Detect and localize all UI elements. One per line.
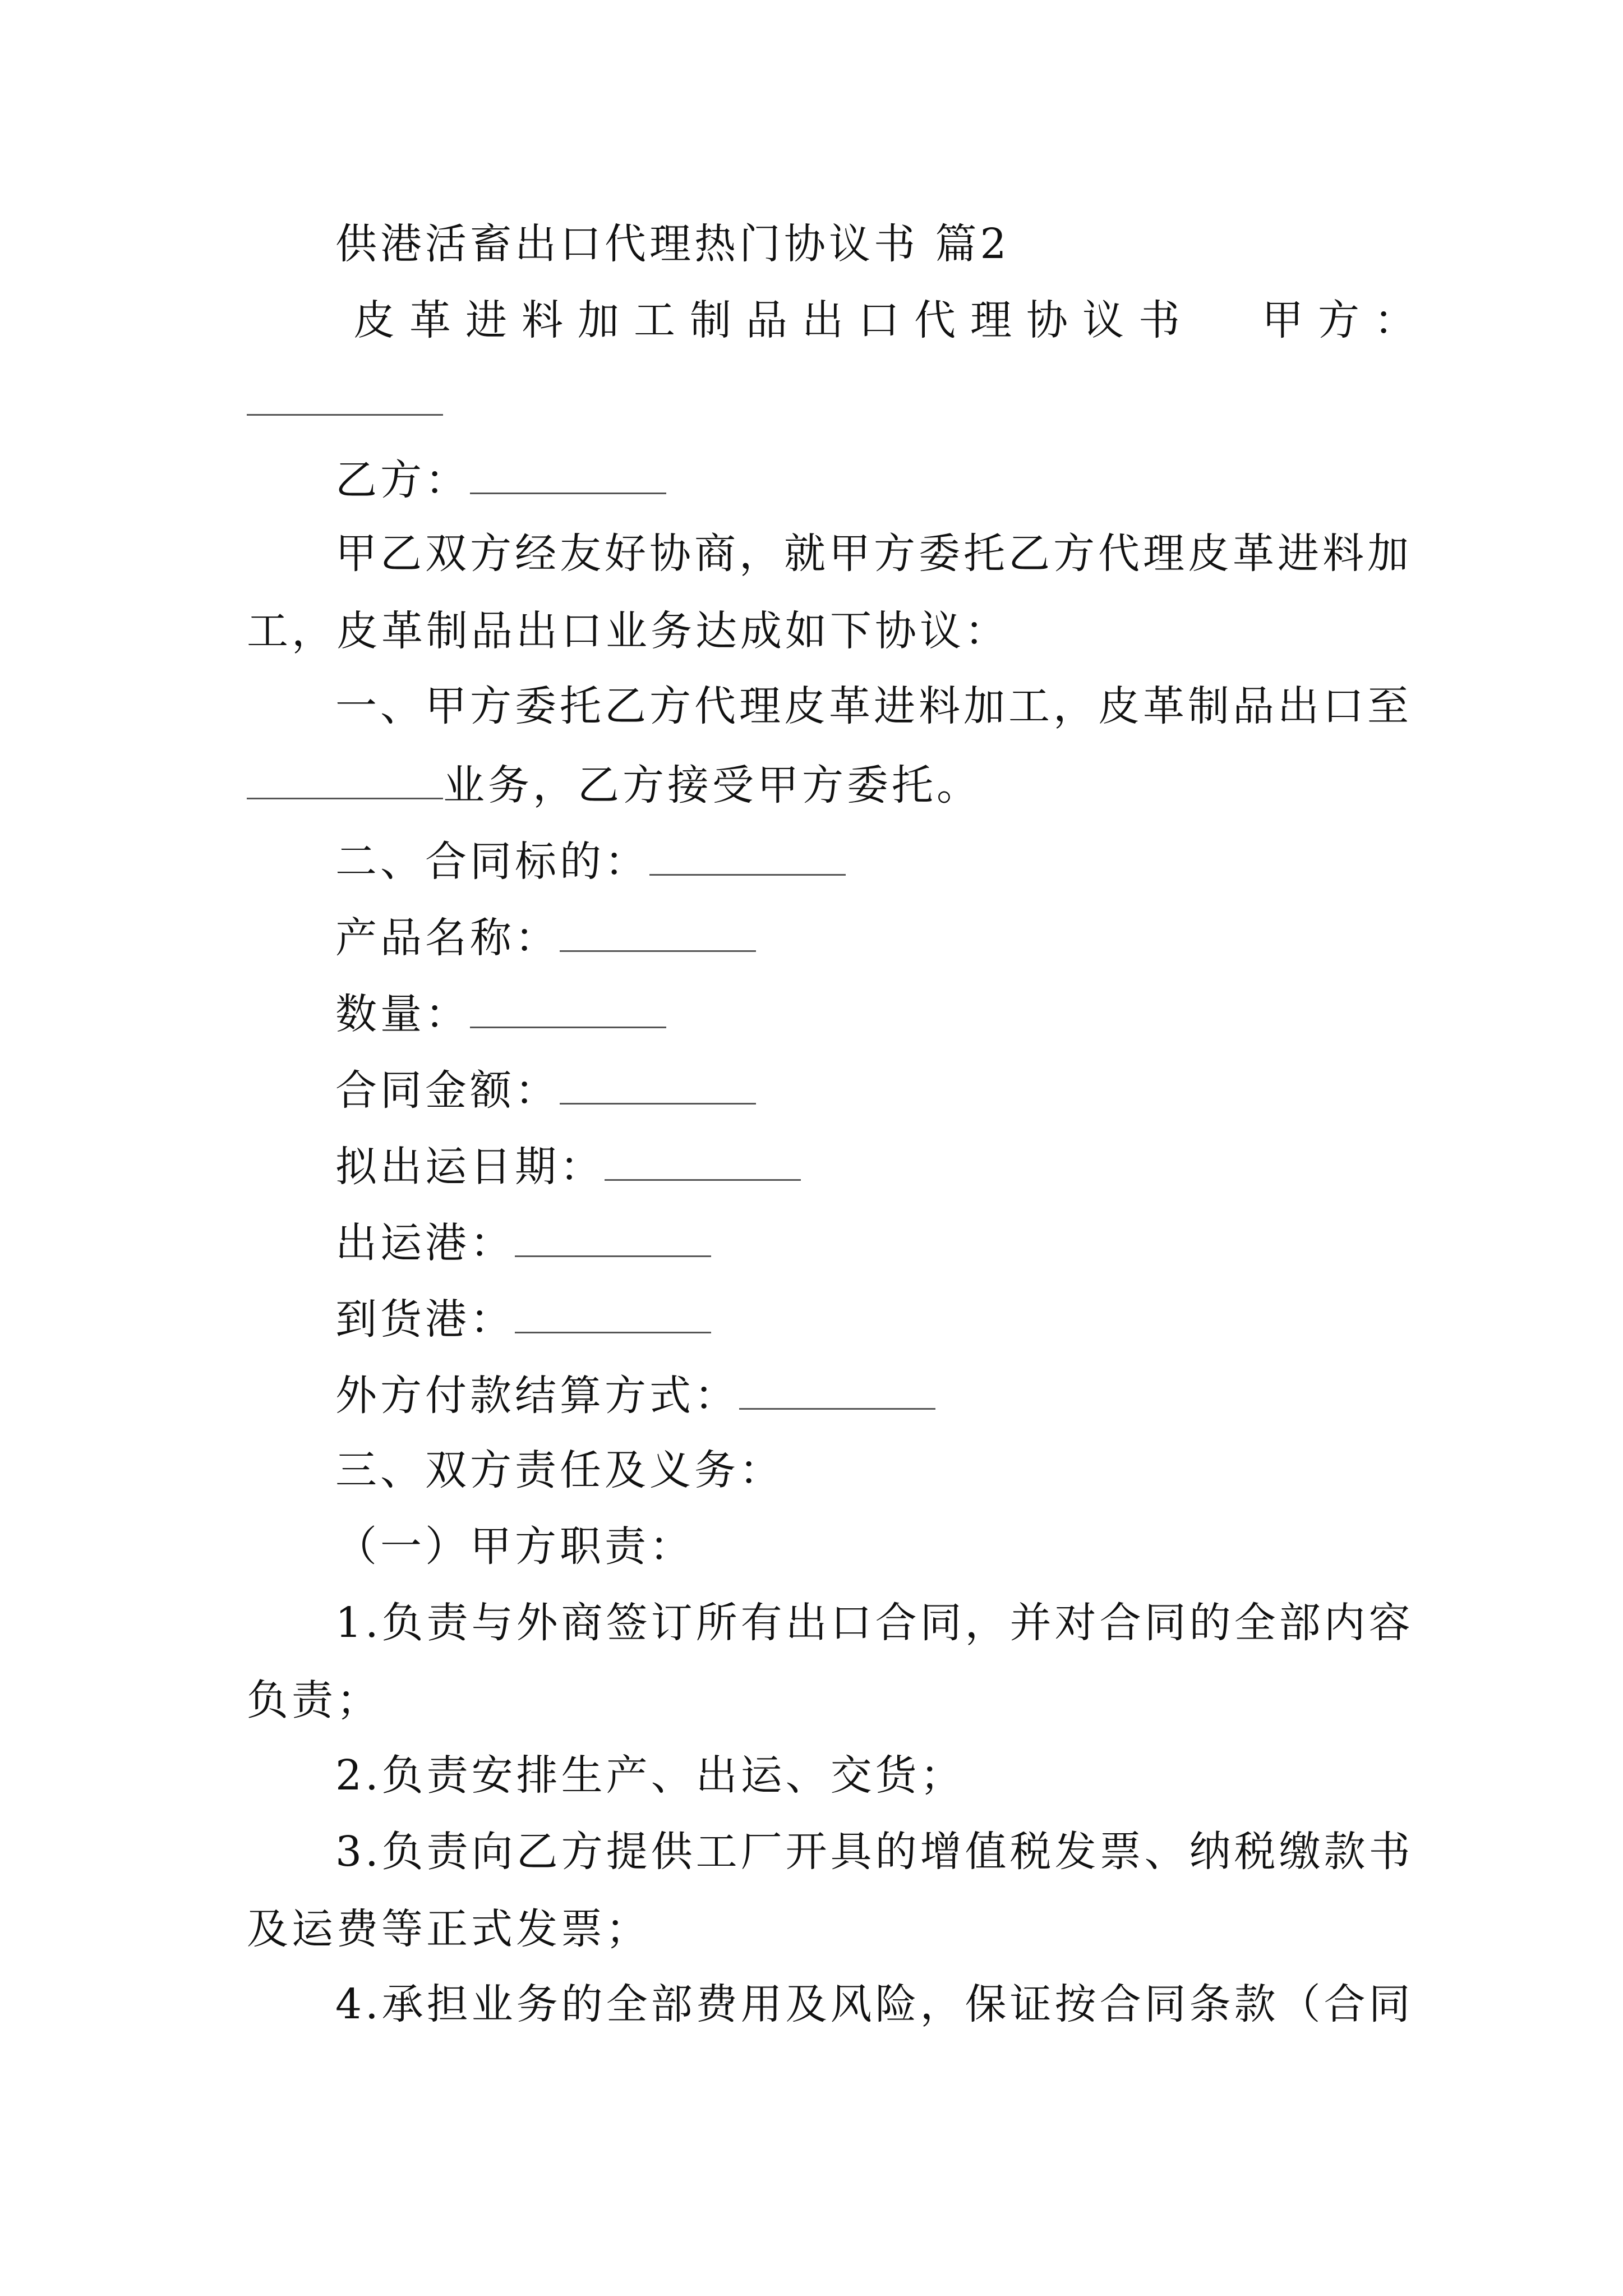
payment-method-row <box>335 1372 935 1420</box>
duty-2: 2.负责安排生产、出运、交货； <box>335 1751 965 1800</box>
quantity-row <box>335 990 666 1038</box>
party-a-blank <box>247 379 443 416</box>
shipment-date-row <box>335 1143 801 1191</box>
clause-1-line-2 <box>247 761 981 809</box>
product-name-blank <box>560 915 756 952</box>
clause-2-label: 二、合同标的： <box>335 838 649 886</box>
shipment-date-label: 拟出运日期： <box>335 1143 605 1191</box>
document-title-row <box>353 296 1430 344</box>
intro-line-2: 工，皮革制品出口业务达成如下协议： <box>247 607 1009 655</box>
shipment-date-blank <box>605 1144 801 1181</box>
party-a-blank-row <box>247 379 443 422</box>
clause-1-line-1: 一、甲方委托乙方代理皮革进料加工，皮革制品出口至 <box>335 682 1412 730</box>
port-of-loading-blank <box>515 1221 711 1257</box>
quantity-blank <box>470 992 666 1028</box>
party-b-row <box>335 456 666 504</box>
duty-1-line-2: 负责； <box>247 1676 381 1724</box>
destination-blank <box>247 763 443 799</box>
duty-4-line-1: 4.承担业务的全部费用及风险，保证按合同条款（合同 <box>335 1980 1414 2028</box>
document-title: 皮革进料加工制品出口代理协议书 <box>353 296 1195 344</box>
contract-subject-blank <box>649 839 846 876</box>
party-b-label: 乙方： <box>335 456 470 504</box>
port-of-discharge-row <box>335 1295 711 1343</box>
contract-amount-blank <box>560 1068 756 1105</box>
document-heading: 供港活畜出口代理热门协议书 篇2 <box>335 220 1010 268</box>
party-a-label: 甲方： <box>1262 296 1430 344</box>
port-of-discharge-label: 到货港： <box>335 1295 515 1343</box>
duty-1-line-1: 1.负责与外商签订所有出口合同，并对合同的全部内容 <box>335 1599 1414 1647</box>
port-of-discharge-blank <box>515 1297 711 1333</box>
product-name-label: 产品名称： <box>335 914 560 962</box>
contract-amount-row <box>335 1066 756 1115</box>
port-of-loading-row <box>335 1219 711 1267</box>
party-a-duties-label: （一）甲方职责： <box>335 1522 694 1571</box>
duty-3-line-2: 及运费等正式发票； <box>247 1905 651 1953</box>
product-name-row <box>335 914 756 962</box>
payment-method-label: 外方付款结算方式： <box>335 1372 739 1420</box>
clause-1-suffix: 业务，乙方接受甲方委托。 <box>443 761 981 809</box>
clause-2-row <box>335 838 846 886</box>
quantity-label: 数量： <box>335 990 470 1038</box>
port-of-loading-label: 出运港： <box>335 1219 515 1267</box>
intro-line-1: 甲乙双方经友好协商，就甲方委托乙方代理皮革进料加 <box>335 530 1412 578</box>
duty-3-line-1: 3.负责向乙方提供工厂开具的增值税发票、纳税缴款书 <box>335 1828 1414 1876</box>
party-b-blank <box>470 458 666 494</box>
contract-amount-label: 合同金额： <box>335 1066 560 1115</box>
clause-3-label: 三、双方责任及义务： <box>335 1446 784 1494</box>
payment-method-blank <box>739 1373 935 1410</box>
